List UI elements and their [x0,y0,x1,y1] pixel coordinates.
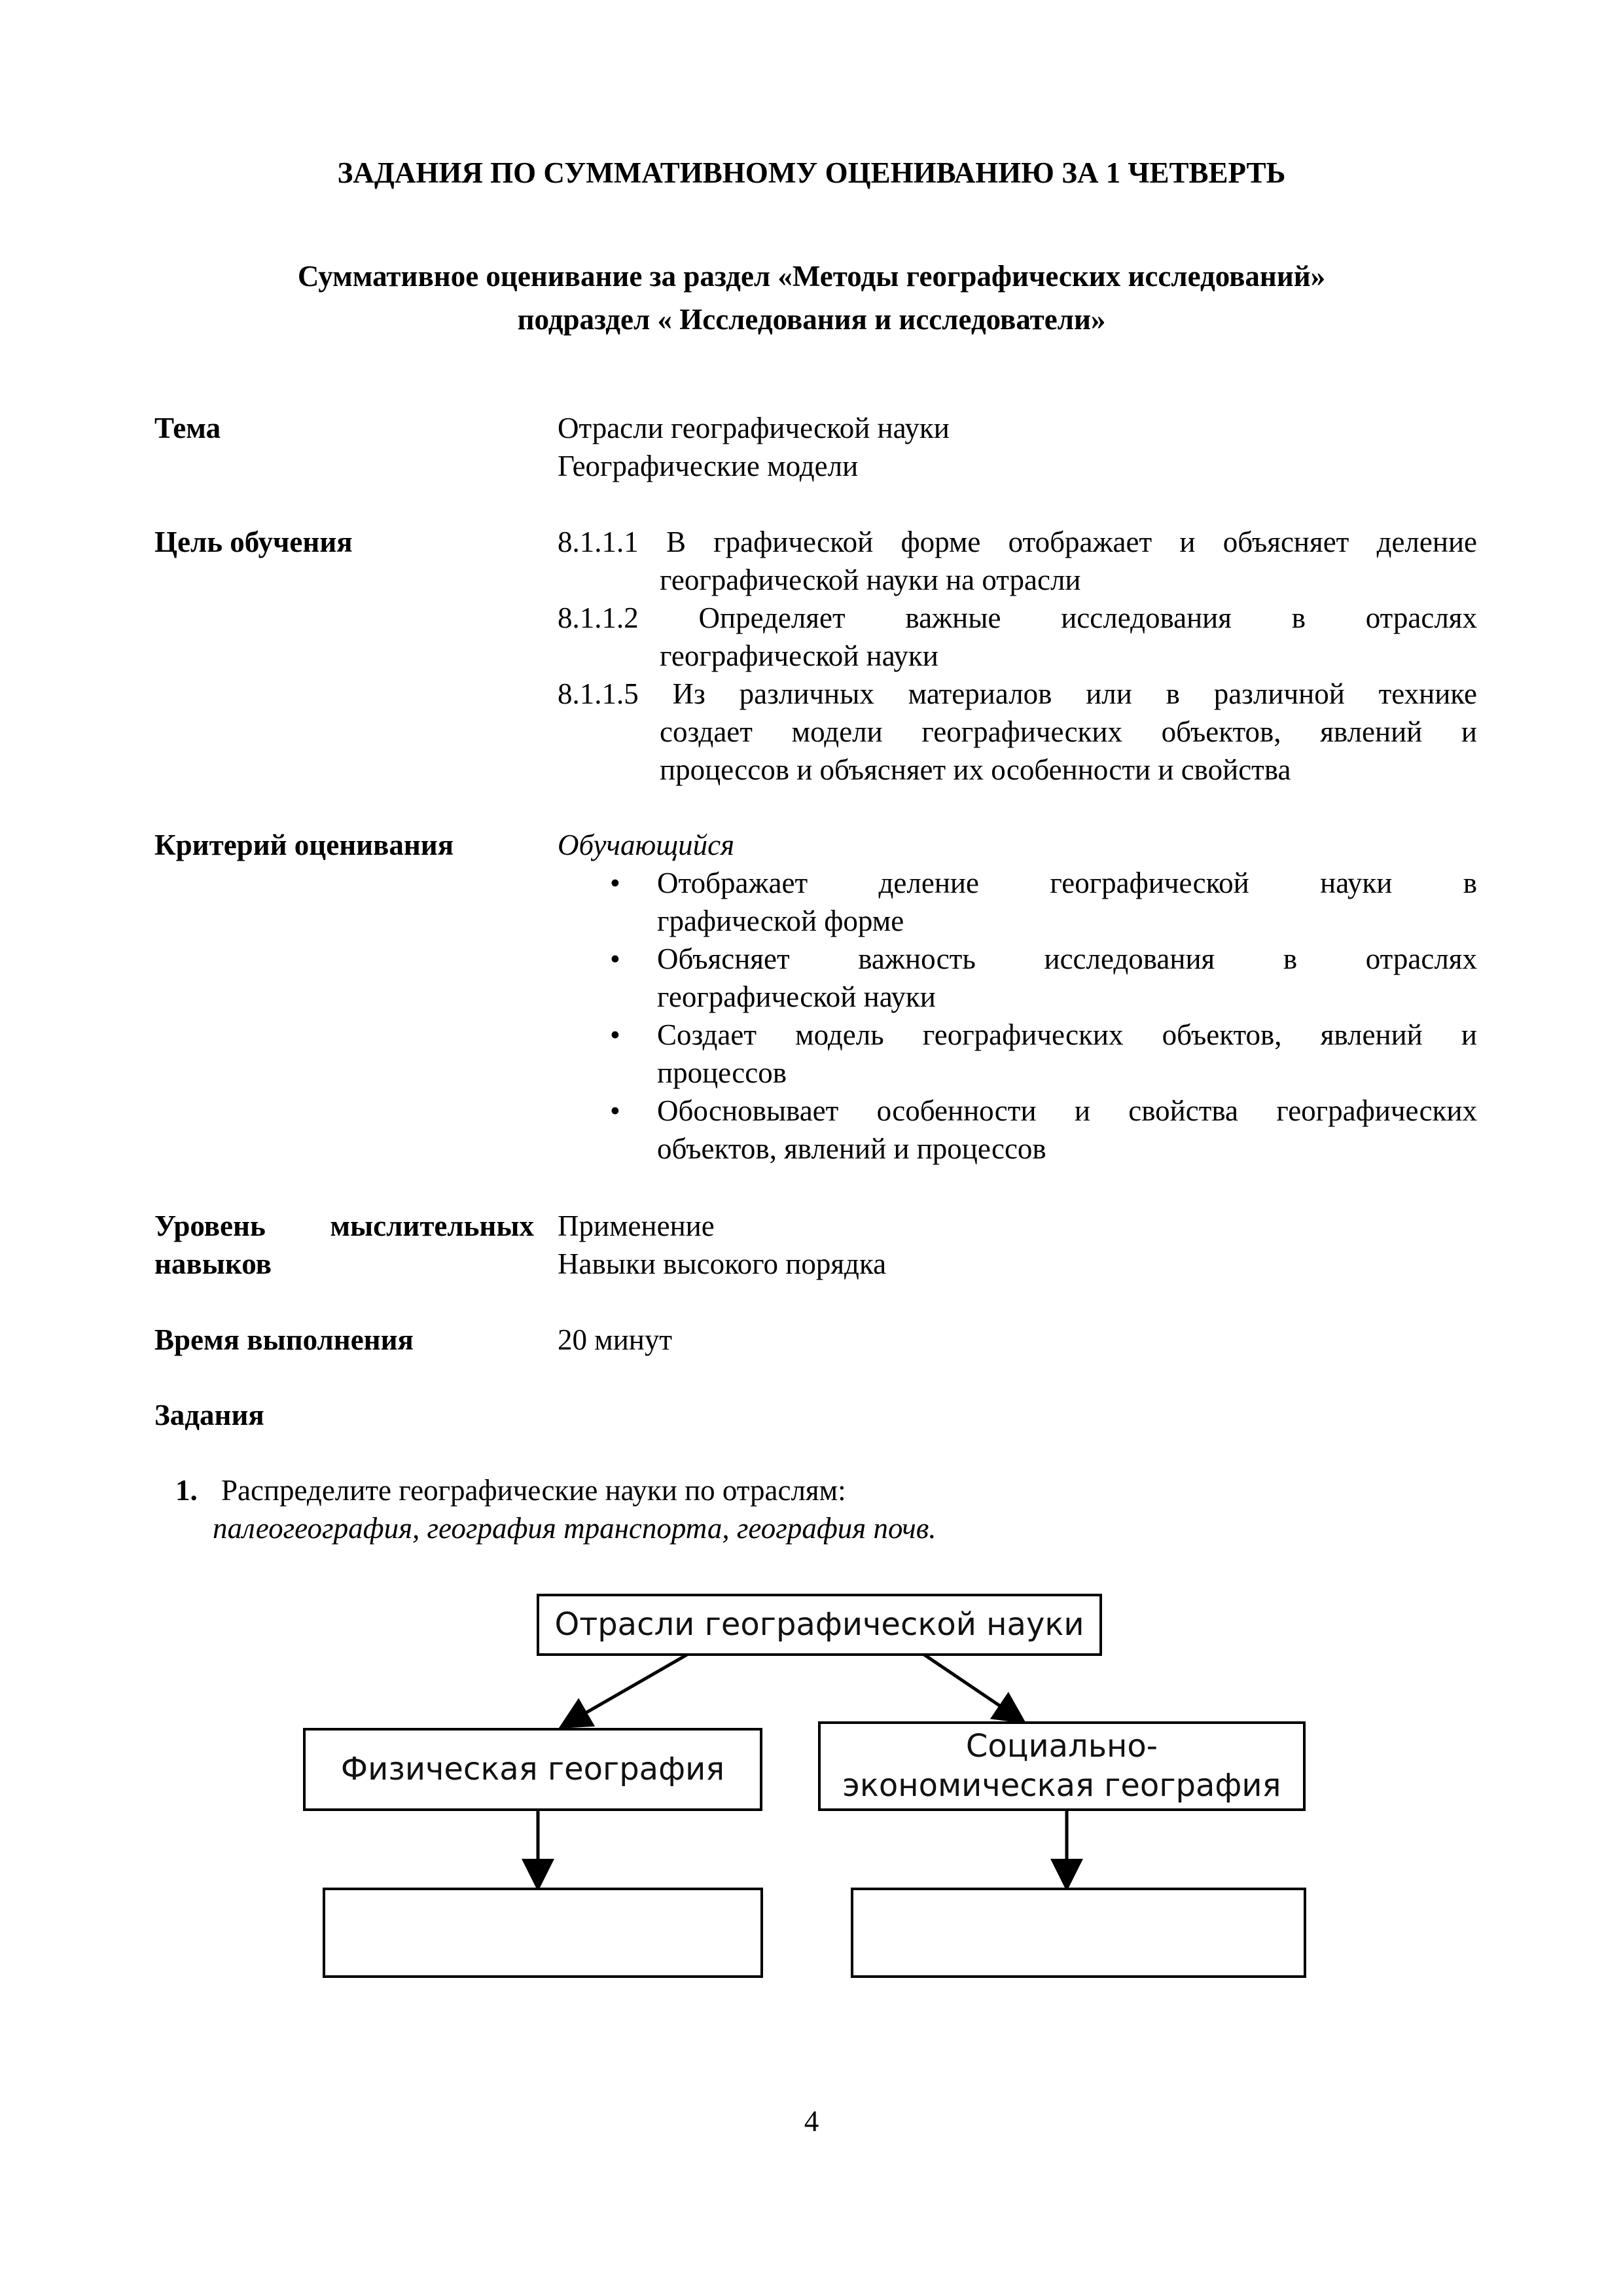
topic-line: Географические модели [558,450,859,482]
skills-label-line: навыков [154,1247,272,1280]
time-value: 20 минут [558,1323,673,1356]
criteria-text-cont: процессов [657,1056,787,1089]
goal-item-cont: процессов и объясняет их особенности и свойства [660,753,1291,786]
time-label: Время выполнения [154,1323,414,1356]
criteria-label: Критерий оценивания [154,829,454,861]
task-items: палеогеография, география транспорта, география почв. [213,1512,936,1545]
goal-item-cont: географической науки на отрасли [660,564,1081,596]
criteria-text: Создает модель географических объектов, явлений и [657,1018,1477,1051]
diagram-socioeconomic-line: экономическая география [842,1767,1281,1804]
page-number: 4 [804,2105,819,2138]
page-title: ЗАДАНИЯ ПО СУММАТИВНОМУ ОЦЕНИВАНИЮ ЗА 1 ЧЕТВЕРТЬ [337,156,1286,189]
diagram-physical-box: Физическая география [303,1728,762,1811]
diagram-root-box: Отрасли географической науки [537,1594,1102,1656]
arrow-root-to-left [564,1655,687,1725]
bullet-icon: • [610,867,620,899]
goal-item: 8.1.1.1 В графической форме отображает и объясняет деление [558,526,1477,558]
criteria-text-cont: объектов, явлений и процессов [657,1132,1046,1165]
skills-line: Навыки высокого порядка [558,1247,887,1280]
tasks-heading: Задания [154,1399,264,1431]
answer-box-socioeconomic[interactable] [851,1888,1306,1978]
arrow-root-to-right [924,1655,1021,1720]
diagram-socioeconomic-box [818,1721,1306,1811]
task-number: 1. [175,1474,198,1507]
topic-label: Тема [154,412,221,444]
goal-label: Цель обучения [154,526,353,558]
criteria-text: Обосновывает особенности и свойства географических [657,1094,1477,1127]
topic-line: Отрасли географической науки [558,412,950,444]
answer-box-physical[interactable] [323,1888,763,1978]
diagram-socioeconomic-line: Социально- [965,1728,1158,1765]
bullet-icon: • [610,1094,620,1127]
bullet-icon: • [610,1018,620,1051]
task-text: Распределите географические науки по отраслям: [221,1474,846,1507]
skills-line: Применение [558,1210,715,1242]
skills-label-line: Уровень мыслительных [154,1210,534,1242]
goal-item-cont: географической науки [660,639,938,672]
section-subtitle: Суммативное оценивание за раздел «Методы географических исследований» [297,260,1326,293]
criteria-text: Объясняет важность исследования в отраслях [657,942,1477,975]
goal-item: 8.1.1.2 Определяет важные исследования в отраслях [558,601,1477,634]
goal-item-cont: создает модели географических объектов, явлений и [660,715,1477,748]
subsection-subtitle: подраздел « Исследования и исследователи» [517,303,1106,336]
criteria-text-cont: географической науки [657,980,936,1013]
bullet-icon: • [610,942,620,975]
goal-item: 8.1.1.5 Из различных материалов или в различной технике [558,677,1477,710]
criteria-intro: Обучающийся [558,829,735,861]
criteria-text-cont: графической форме [657,905,904,937]
criteria-text: Отображает деление географической науки в [657,867,1477,899]
